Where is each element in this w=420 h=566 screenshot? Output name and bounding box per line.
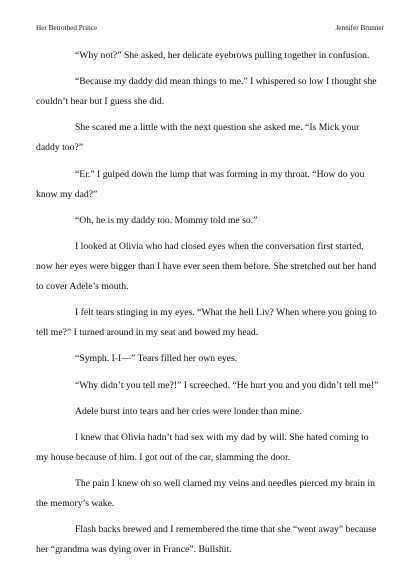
header-author-name: Jennifer Brunner — [335, 24, 384, 32]
paragraph: Flash backs brewed and I remembered the time that she “went away” because her “grandma was dying over in France”. Bullshit. — [36, 524, 377, 556]
paragraph: Adele burst into tears and her cries were louder than mine. — [75, 405, 302, 417]
paragraph: I felt tears stinging in my eyes. “What the hell Liv? When where you going to tell me?” I turned around in my seat and bowed my head. — [36, 307, 377, 339]
paragraph: “Symph. I-I—” Tears filled her own eyes. — [75, 353, 238, 365]
page-header — [36, 22, 384, 34]
paragraph: I knew that Olivia hadn’t had sex with my dad by will. She hated coming to my house because of him. I got out of the car, slamming the door. — [36, 431, 369, 463]
paragraph: “Because my daddy did mean things to me.” I whispered so low I thought she couldn’t hear but I guess she did. — [36, 76, 377, 108]
paragraph: “Why not?” She asked, her delicate eyebrows pulling together in confusion. — [75, 50, 370, 61]
paragraph: “Er.” I gulped down the lump that was forming in my throat. “How do you know my dad?” — [36, 168, 365, 200]
paragraph: She scared me a little with the next question she asked me. “Is Mick your daddy too?” — [36, 122, 360, 154]
body-text — [36, 46, 380, 566]
paragraph: The pain I knew oh so well clarned my veins and needles pierced my brain in the memory’s wake. — [36, 478, 375, 510]
paragraph: “Why didn’t you tell me?!” I screeched. “He hurt you and you didn’t tell me!” — [75, 379, 379, 391]
paragraph: I looked at Olivia who had closed eyes when the conversation first started, now her eyes were bigger than I have ever seen them before. She stretched out her hand to cover Adele’s mouth. — [36, 240, 377, 292]
header-book-title: Her Betrothed Prince — [36, 24, 98, 32]
paragraph: “Oh, he is my daddy too. Mommy told me so.” — [75, 214, 258, 226]
